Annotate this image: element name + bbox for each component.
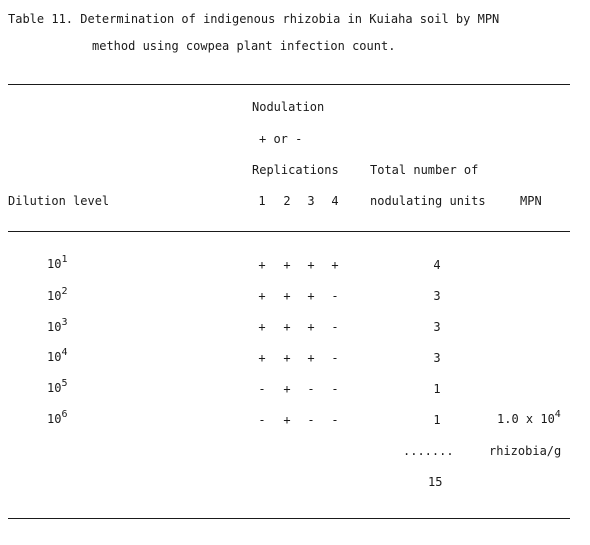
mpn-header: MPN [520,194,542,208]
rep-cell: + [307,351,315,365]
dilution-level-cell: $10^3$ [47,317,68,334]
rep-cell: + [258,351,266,365]
rep-cell: - [331,289,339,303]
header-rule [8,231,570,232]
top-rule [8,84,570,85]
nodulating-units-header: nodulating units [370,194,486,208]
rep-number-2: 2 [283,194,291,208]
rep-cell: - [258,413,266,427]
total-cell: 1 [433,413,441,427]
rep-number-4: 4 [331,194,339,208]
rep-cell: + [283,382,291,396]
rep-cell: + [307,258,315,272]
total-cell: 4 [433,258,441,272]
sum-total: 15 [428,475,443,489]
dilution-level-cell: $10^5$ [47,378,68,395]
mpn-unit: rhizobia/g [489,444,562,458]
total-cell: 3 [433,351,441,365]
total-number-header: Total number of [370,163,479,177]
rep-cell: + [258,289,266,303]
sum-dots: ....... [403,444,454,458]
dilution-level-cell: $10^1$ [47,254,68,271]
rep-cell: + [283,289,291,303]
rep-cell: + [307,320,315,334]
rep-number-1: 1 [258,194,266,208]
mpn-value-cell: 1.0 x $10^4$ [497,409,561,426]
rep-cell: - [331,351,339,365]
rep-cell: - [258,382,266,396]
rep-cell: - [307,413,315,427]
total-cell: 3 [433,289,441,303]
bottom-rule [8,518,570,519]
replications-header: Replications [252,163,339,177]
nodulation-header: Nodulation [252,100,325,114]
plus-or-minus-header: + or - [259,132,303,146]
rep-cell: - [331,413,339,427]
rep-cell: - [331,320,339,334]
dilution-level-header: Dilution level [8,194,110,208]
table-caption-line2: method using cowpea plant infection count. [92,39,396,53]
rep-cell: + [283,351,291,365]
rep-cell: + [258,258,266,272]
rep-cell: + [307,289,315,303]
rep-cell: + [283,413,291,427]
rep-cell: + [283,258,291,272]
dilution-level-cell: $10^6$ [47,409,68,426]
rep-cell: + [283,320,291,334]
dilution-level-cell: $10^4$ [47,347,68,364]
total-cell: 3 [433,320,441,334]
rep-cell: + [331,258,339,272]
rep-cell: - [307,382,315,396]
rep-number-3: 3 [307,194,315,208]
table-caption-line1: Table 11. Determination of indigenous rhizobia in Kuiaha soil by MPN [8,12,500,26]
rep-cell: + [258,320,266,334]
dilution-level-cell: $10^2$ [47,286,68,303]
total-cell: 1 [433,382,441,396]
rep-cell: - [331,382,339,396]
